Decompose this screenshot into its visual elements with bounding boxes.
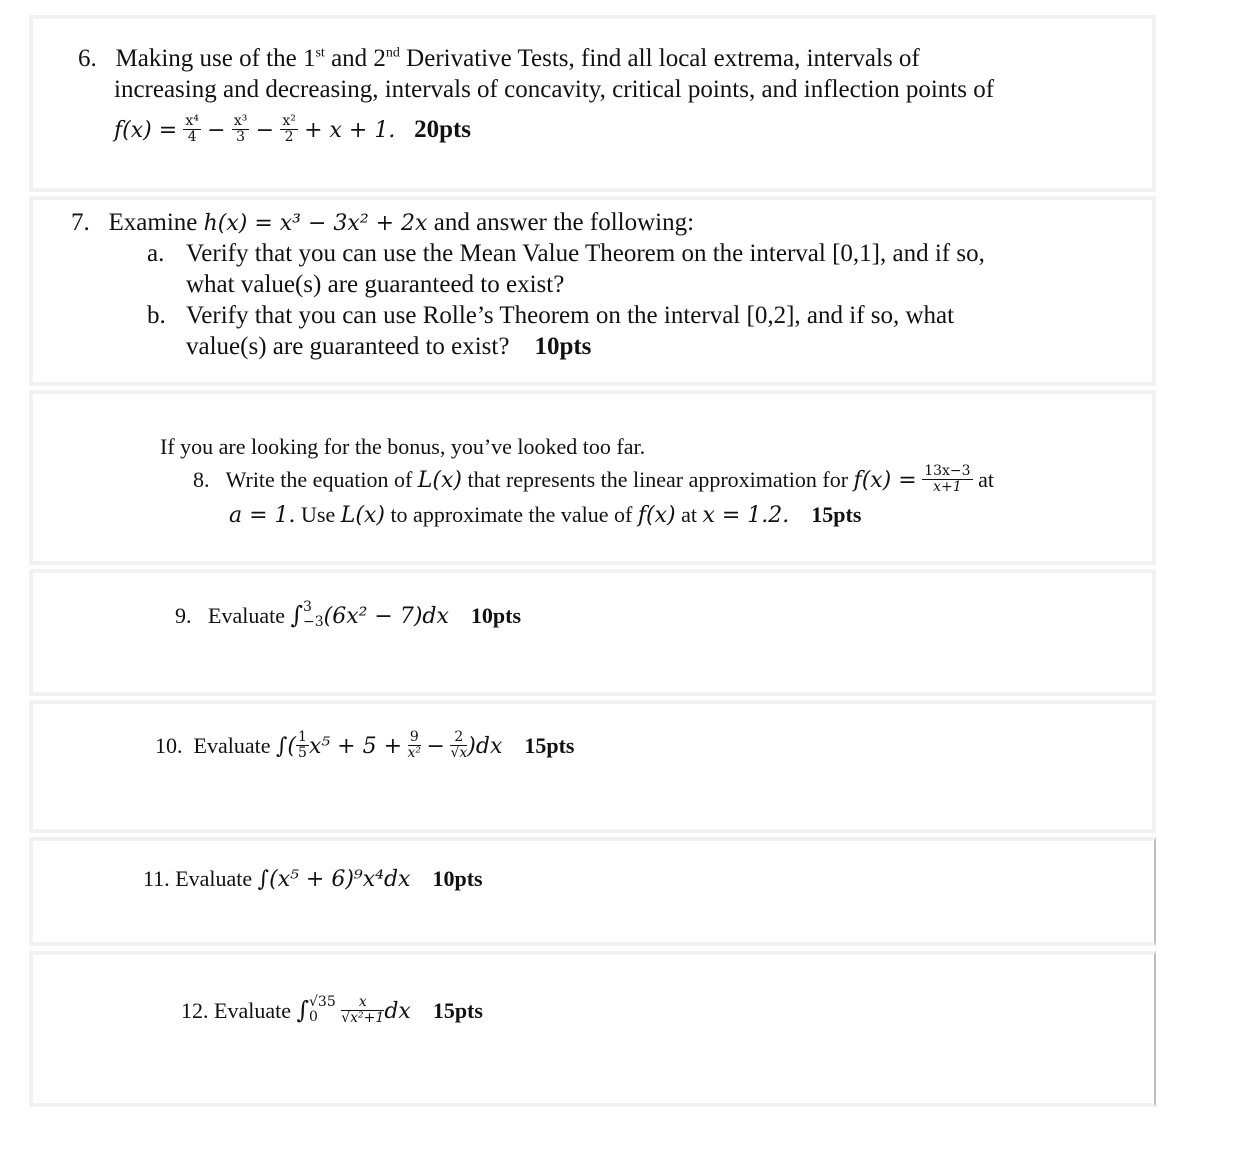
q8-number: 8. bbox=[193, 467, 210, 492]
q7-points: 10pts bbox=[534, 333, 592, 360]
q7b-line-1: Verify that you can use Rolle’s Theorem on the interval [0,2], and if so, what bbox=[186, 302, 955, 329]
q8-fx-short: f(x) bbox=[637, 503, 676, 528]
q7b-line-2-text: value(s) are guaranteed to exist? bbox=[186, 333, 510, 360]
q8-text-2c: at bbox=[681, 502, 697, 527]
q12-limits bbox=[309, 995, 336, 1025]
q6-tail: + x + 1. bbox=[304, 118, 396, 143]
q7a-line-1: Verify that you can use the Mean Value Theorem on the interval [0,1], and if so, bbox=[186, 240, 985, 267]
q8-x-eq: x = 1.2. bbox=[702, 503, 790, 528]
q6-number: 6. bbox=[78, 45, 97, 72]
q8-line-1 bbox=[193, 465, 994, 497]
q7-line-1 bbox=[71, 208, 694, 239]
q10-frac-2-num: 9 bbox=[408, 730, 422, 746]
q6-frac-3-num: x² bbox=[282, 112, 296, 129]
q6-points: 20pts bbox=[414, 116, 472, 143]
question-10-card bbox=[29, 700, 1156, 833]
question-6-card bbox=[29, 15, 1156, 192]
q7a-line-2: what value(s) are guaranteed to exist? bbox=[186, 271, 565, 298]
q10-open: ∫( bbox=[275, 734, 297, 759]
q9-upper-limit: 3 bbox=[302, 598, 312, 615]
question-11-card bbox=[29, 837, 1156, 946]
q12-line bbox=[181, 995, 483, 1028]
q7a-label: a. bbox=[147, 240, 165, 267]
q6-text-1a: Making use of the 1 bbox=[115, 45, 316, 72]
q6-sup-2: nd bbox=[385, 45, 400, 61]
q11-line bbox=[143, 864, 483, 895]
question-12-card bbox=[29, 951, 1156, 1107]
q10-frac-1-den: 5 bbox=[298, 745, 307, 762]
q10-evaluate: Evaluate bbox=[193, 733, 271, 758]
q10-frac-3 bbox=[450, 730, 467, 761]
q9-integrand: (6x² − 7)dx bbox=[323, 604, 449, 629]
q10-frac-3-num: 2 bbox=[450, 730, 467, 746]
q7b-line-2 bbox=[186, 332, 591, 362]
q10-frac-2 bbox=[408, 730, 422, 761]
q6-frac-2 bbox=[232, 114, 250, 145]
q11-number: 11. bbox=[143, 866, 170, 891]
q9-lower-limit: −3 bbox=[302, 613, 324, 630]
q7b-label: b. bbox=[147, 302, 166, 329]
q10-frac-2-den: x² bbox=[407, 745, 422, 762]
q8-frac-den: x+1 bbox=[933, 479, 962, 496]
q10-minus: − bbox=[426, 734, 445, 759]
q12-lower-limit: 0 bbox=[308, 1008, 318, 1025]
q8-text-2b: to approximate the value of bbox=[390, 502, 633, 527]
q9-integral-sign: ∫ bbox=[290, 601, 303, 629]
q12-frac bbox=[341, 995, 384, 1026]
q10-frac-3-den: √x bbox=[450, 745, 468, 762]
q8-frac bbox=[922, 464, 972, 495]
question-7-card bbox=[29, 196, 1156, 386]
q6-frac-1 bbox=[183, 114, 201, 145]
q12-evaluate: Evaluate bbox=[214, 998, 291, 1023]
q9-limits bbox=[303, 600, 324, 630]
q11-integrand: ∫(x⁵ + 6)⁹x⁴dx bbox=[257, 867, 411, 892]
q6-frac-2-den: 3 bbox=[236, 128, 246, 145]
q7-lead: Examine bbox=[108, 209, 198, 236]
q11-evaluate: Evaluate bbox=[175, 866, 253, 891]
q8-Lx: L(x) bbox=[417, 468, 462, 493]
q6-text-1c: Derivative Tests, find all local extrema, intervals of bbox=[399, 45, 920, 72]
q8-a-eq: a = 1. bbox=[229, 503, 296, 528]
q12-integral-sign: ∫ bbox=[296, 996, 309, 1024]
q7-function: h(x) = x³ − 3x² + 2x bbox=[203, 211, 428, 236]
q6-text-1b: and 2 bbox=[324, 45, 386, 72]
q9-line bbox=[175, 600, 521, 633]
q10-frac-1-num: 1 bbox=[298, 729, 307, 746]
q10-term-1: x⁵ + 5 + bbox=[308, 734, 403, 759]
question-9-card bbox=[29, 569, 1156, 696]
q6-frac-1-den: 4 bbox=[187, 128, 197, 145]
q11-points: 10pts bbox=[432, 866, 483, 891]
q6-frac-3-den: 2 bbox=[284, 128, 294, 145]
q9-evaluate: Evaluate bbox=[208, 603, 285, 628]
q8-text-1a: Write the equation of bbox=[225, 467, 413, 492]
q8-points: 15pts bbox=[811, 502, 862, 527]
q6-f-lhs: f(x) = bbox=[114, 118, 178, 143]
q9-number: 9. bbox=[175, 603, 192, 628]
q6-formula: f(x) = $\frac{\text{x⁴}}{4}$ − $\frac{\text{x³}}{3}$ − $\frac{\text{x²}}{2}$ + x + 1. 20pts bbox=[114, 112, 472, 145]
q8-line-2 bbox=[229, 500, 861, 531]
question-8-card bbox=[29, 390, 1156, 565]
q8-at: at bbox=[978, 467, 994, 492]
q12-points: 15pts bbox=[432, 998, 483, 1023]
q7-number: 7. bbox=[71, 209, 90, 236]
q12-dx: dx bbox=[384, 999, 411, 1024]
q9-points: 10pts bbox=[470, 603, 522, 628]
q10-points: 15pts bbox=[524, 733, 575, 758]
q12-frac-den: √x²+1 bbox=[341, 1010, 385, 1027]
q6-line-2: increasing and decreasing, intervals of concavity, critical points, and inflection points of bbox=[114, 76, 995, 103]
q6-frac-1-num: x⁴ bbox=[185, 112, 199, 129]
q8-text-1b: that represents the linear approximation for bbox=[467, 467, 849, 492]
q12-frac-num: x bbox=[341, 995, 384, 1011]
q12-number: 12. bbox=[181, 998, 209, 1023]
q8-fx: f(x) = bbox=[853, 468, 917, 493]
q10-number: 10. bbox=[155, 733, 183, 758]
q10-line bbox=[155, 731, 575, 763]
q8-text-2a: Use bbox=[301, 502, 336, 527]
q10-frac-1 bbox=[296, 730, 309, 761]
q10-close: )dx bbox=[467, 734, 503, 759]
q12-upper-limit: √35 bbox=[308, 993, 336, 1010]
bonus-note: If you are looking for the bonus, you’ve looked too far. bbox=[160, 434, 646, 459]
q8-frac-num: 13x−3 bbox=[924, 463, 971, 480]
q7-lead-2: and answer the following: bbox=[433, 209, 695, 236]
q8-Lx-2: L(x) bbox=[340, 503, 385, 528]
q6-sup-1: st bbox=[315, 45, 325, 61]
q6-line-1 bbox=[78, 44, 920, 74]
q6-frac-2-num: x³ bbox=[233, 112, 248, 129]
q6-frac-3 bbox=[280, 114, 298, 145]
